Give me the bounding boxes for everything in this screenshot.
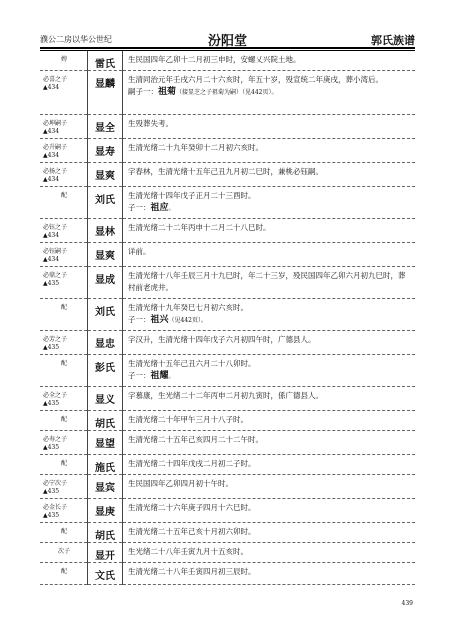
description-text: 生殁葬失考。	[128, 119, 173, 128]
description-text: 生清同治元年壬戌六月二十六亥时，年五十岁，殁宣统二年庚戌，葬小湾后。	[128, 75, 383, 84]
description-cell	[123, 331, 416, 355]
page-reference: ▲435	[43, 280, 60, 287]
page-reference: ▲434	[43, 152, 60, 159]
description-cell	[123, 475, 416, 499]
relation-label: 配	[60, 360, 67, 367]
relation-label: 配	[60, 568, 67, 575]
table-row	[40, 355, 415, 387]
header-right: 郭氏族谱	[371, 34, 415, 47]
description-text: 生清光绪二十五年己亥四月二十二午时。	[128, 435, 263, 444]
person-name: 显成	[88, 267, 123, 299]
description-text: 生清光绪十八年壬辰三月十九巳时，年二十三岁，殁民国四年乙卯六月初九巳时，葬村前老虎井。	[128, 271, 406, 292]
relation-cell	[40, 299, 88, 331]
heir-name: 祖应	[150, 203, 169, 213]
relation-label: 配	[60, 416, 67, 423]
person-name: 显庚	[88, 499, 123, 523]
relation-label: 必坤嗣子	[43, 120, 68, 127]
heir-label: 子一：	[128, 371, 151, 380]
description-text: 字春林，生清光绪十五年己丑九月初二巳时，兼桃必钰嗣。	[128, 167, 323, 176]
header-left: 濮公二房以华公世纪	[40, 35, 112, 44]
relation-cell	[40, 71, 88, 115]
table-row	[40, 51, 415, 71]
description-cell	[123, 267, 416, 299]
header-title: 汾阳堂	[207, 34, 247, 49]
person-name: 彭氏	[88, 355, 123, 387]
relation-cell	[40, 563, 88, 585]
description-text: 生清光绪二十五年己亥十月初六卯时。	[128, 527, 256, 536]
relation-cell	[40, 115, 88, 139]
relation-label: 必钰之子	[43, 224, 68, 231]
person-name: 刘氏	[88, 187, 123, 219]
page-reference: ▲434	[43, 84, 60, 91]
relation-label: 必芳之子	[43, 336, 68, 343]
relation-cell	[40, 187, 88, 219]
relation-label: 必钰嗣子	[43, 248, 68, 255]
genealogy-table	[40, 51, 415, 585]
description-cell	[123, 71, 416, 115]
description-cell	[123, 219, 416, 243]
description-cell	[123, 387, 416, 411]
heir-line	[128, 202, 411, 215]
description-text: 详前。	[128, 247, 151, 256]
person-name: 显宾	[88, 475, 123, 499]
description-text: 字慕康，生光绪二十二年丙申二月初九寅时，係广德县人。	[128, 391, 323, 400]
heir-note: （接显芝之子祖菊为嗣）（见442页）。	[176, 89, 278, 96]
heir-note: 。	[168, 205, 175, 212]
table-row	[40, 563, 415, 585]
person-name: 显爽	[88, 163, 123, 187]
person-name: 显开	[88, 543, 123, 563]
description-cell	[123, 543, 416, 563]
person-name: 显全	[88, 115, 123, 139]
relation-cell	[40, 51, 88, 71]
description-text: 生清光绪二十九年癸卯十二月初六亥时。	[128, 143, 263, 152]
table-row	[40, 475, 415, 499]
heir-name: 祖兴	[150, 315, 169, 325]
relation-cell	[40, 355, 88, 387]
table-row	[40, 267, 415, 299]
relation-label: 必扬之子	[43, 168, 68, 175]
table-row	[40, 115, 415, 139]
page-reference: ▲435	[43, 444, 60, 451]
table-row	[40, 299, 415, 331]
person-name: 显爽	[88, 243, 123, 267]
relation-label: 配	[60, 192, 67, 199]
relation-cell	[40, 331, 88, 355]
header-rule	[40, 47, 415, 49]
description-text: 生光绪二十八年壬寅九月十五亥时。	[128, 547, 248, 556]
description-cell	[123, 455, 416, 475]
table-row	[40, 387, 415, 411]
description-text: 生清光绪二十四年戊戌二月初二子时。	[128, 459, 256, 468]
heir-note: 。	[168, 373, 175, 380]
heir-name: 祖耀	[150, 371, 169, 381]
description-cell	[123, 299, 416, 331]
relation-label: 配	[60, 528, 67, 535]
page-reference: ▲435	[43, 512, 60, 519]
description-text: 字汉升，生清光绪十四年戊子六月初四午时，广德县人。	[128, 335, 316, 344]
description-text: 生清光绪十五年己丑六月二十八卯时。	[128, 359, 256, 368]
relation-cell	[40, 475, 88, 499]
table-row	[40, 71, 415, 115]
relation-label: 必喜之子	[43, 76, 68, 83]
description-text: 生民国四年乙卯四月初十午时。	[128, 479, 233, 488]
person-name: 显寿	[88, 139, 123, 163]
relation-cell	[40, 431, 88, 455]
relation-label: 必金长子	[43, 504, 68, 511]
description-text: 生民国四年乙卯十二月初三申时，安螺乂兴院土地。	[128, 55, 301, 64]
relation-label: 必全之子	[43, 392, 68, 399]
table-row	[40, 411, 415, 431]
relation-cell	[40, 387, 88, 411]
description-cell	[123, 563, 416, 585]
table-row	[40, 543, 415, 563]
person-name: 施氏	[88, 455, 123, 475]
relation-label: 必升嗣子	[43, 144, 68, 151]
relation-cell	[40, 163, 88, 187]
person-name: 文氏	[88, 563, 123, 585]
description-cell	[123, 163, 416, 187]
relation-cell	[40, 267, 88, 299]
table-row	[40, 455, 415, 475]
relation-label: 次子	[57, 548, 70, 555]
description-cell	[123, 243, 416, 267]
table-row	[40, 163, 415, 187]
description-text: 生清光绪二十二年丙申十二月二十八巳时。	[128, 223, 271, 232]
person-name: 胡氏	[88, 411, 123, 431]
heir-label: 子一：	[128, 315, 151, 324]
table-row	[40, 187, 415, 219]
heir-line	[128, 86, 411, 99]
relation-cell	[40, 455, 88, 475]
person-name: 显麟	[88, 71, 123, 115]
page-number: 439	[401, 600, 413, 607]
relation-label: 必宁次子	[43, 480, 68, 487]
description-text: 生清光绪二十六年庚子四月十六巳时。	[128, 503, 256, 512]
description-text: 生清光绪二十年甲午三月十八子时。	[128, 415, 248, 424]
table-row	[40, 243, 415, 267]
relation-label: 必鼎之子	[43, 272, 68, 279]
relation-label: 娉	[60, 56, 67, 63]
relation-cell	[40, 219, 88, 243]
person-name: 显望	[88, 431, 123, 455]
page-reference: ▲435	[43, 344, 60, 351]
person-name: 显义	[88, 387, 123, 411]
table-row	[40, 523, 415, 543]
person-name: 刘氏	[88, 299, 123, 331]
page-reference: ▲435	[43, 400, 60, 407]
description-text: 生清光绪二十八年壬寅四月初三辰时。	[128, 567, 256, 576]
table-row	[40, 331, 415, 355]
description-cell	[123, 187, 416, 219]
page-reference: ▲435	[43, 488, 60, 495]
heir-note: （见442页）。	[168, 317, 207, 324]
description-cell	[123, 51, 416, 71]
relation-cell	[40, 523, 88, 543]
person-name: 显忠	[88, 331, 123, 355]
heir-label: 嗣子一：	[128, 87, 158, 96]
table-row	[40, 499, 415, 523]
description-cell	[123, 411, 416, 431]
relation-cell	[40, 243, 88, 267]
heir-line	[128, 370, 411, 383]
description-cell	[123, 499, 416, 523]
heir-name: 祖菊	[158, 87, 177, 97]
description-text: 生清光绪十九年癸巳七月初六亥时。	[128, 303, 248, 312]
table-row	[40, 139, 415, 163]
heir-line	[128, 314, 411, 327]
description-cell	[123, 431, 416, 455]
relation-label: 配	[60, 304, 67, 311]
page-reference: ▲434	[43, 176, 60, 183]
page-header	[40, 30, 415, 48]
relation-label: 必寿之子	[43, 436, 68, 443]
heir-label: 子一：	[128, 203, 151, 212]
table-row	[40, 431, 415, 455]
table-row	[40, 219, 415, 243]
person-name: 显林	[88, 219, 123, 243]
description-cell	[123, 115, 416, 139]
description-cell	[123, 355, 416, 387]
relation-cell	[40, 499, 88, 523]
relation-cell	[40, 411, 88, 431]
relation-label: 配	[60, 460, 67, 467]
person-name: 雷氏	[88, 51, 123, 71]
page-reference: ▲434	[43, 256, 60, 263]
page-reference: ▲434	[43, 232, 60, 239]
relation-cell	[40, 139, 88, 163]
person-name: 胡氏	[88, 523, 123, 543]
relation-cell	[40, 543, 88, 563]
description-cell	[123, 523, 416, 543]
page-reference: ▲434	[43, 128, 60, 135]
description-text: 生清光绪十四年戊子正月二十三酉时。	[128, 191, 256, 200]
description-cell	[123, 139, 416, 163]
